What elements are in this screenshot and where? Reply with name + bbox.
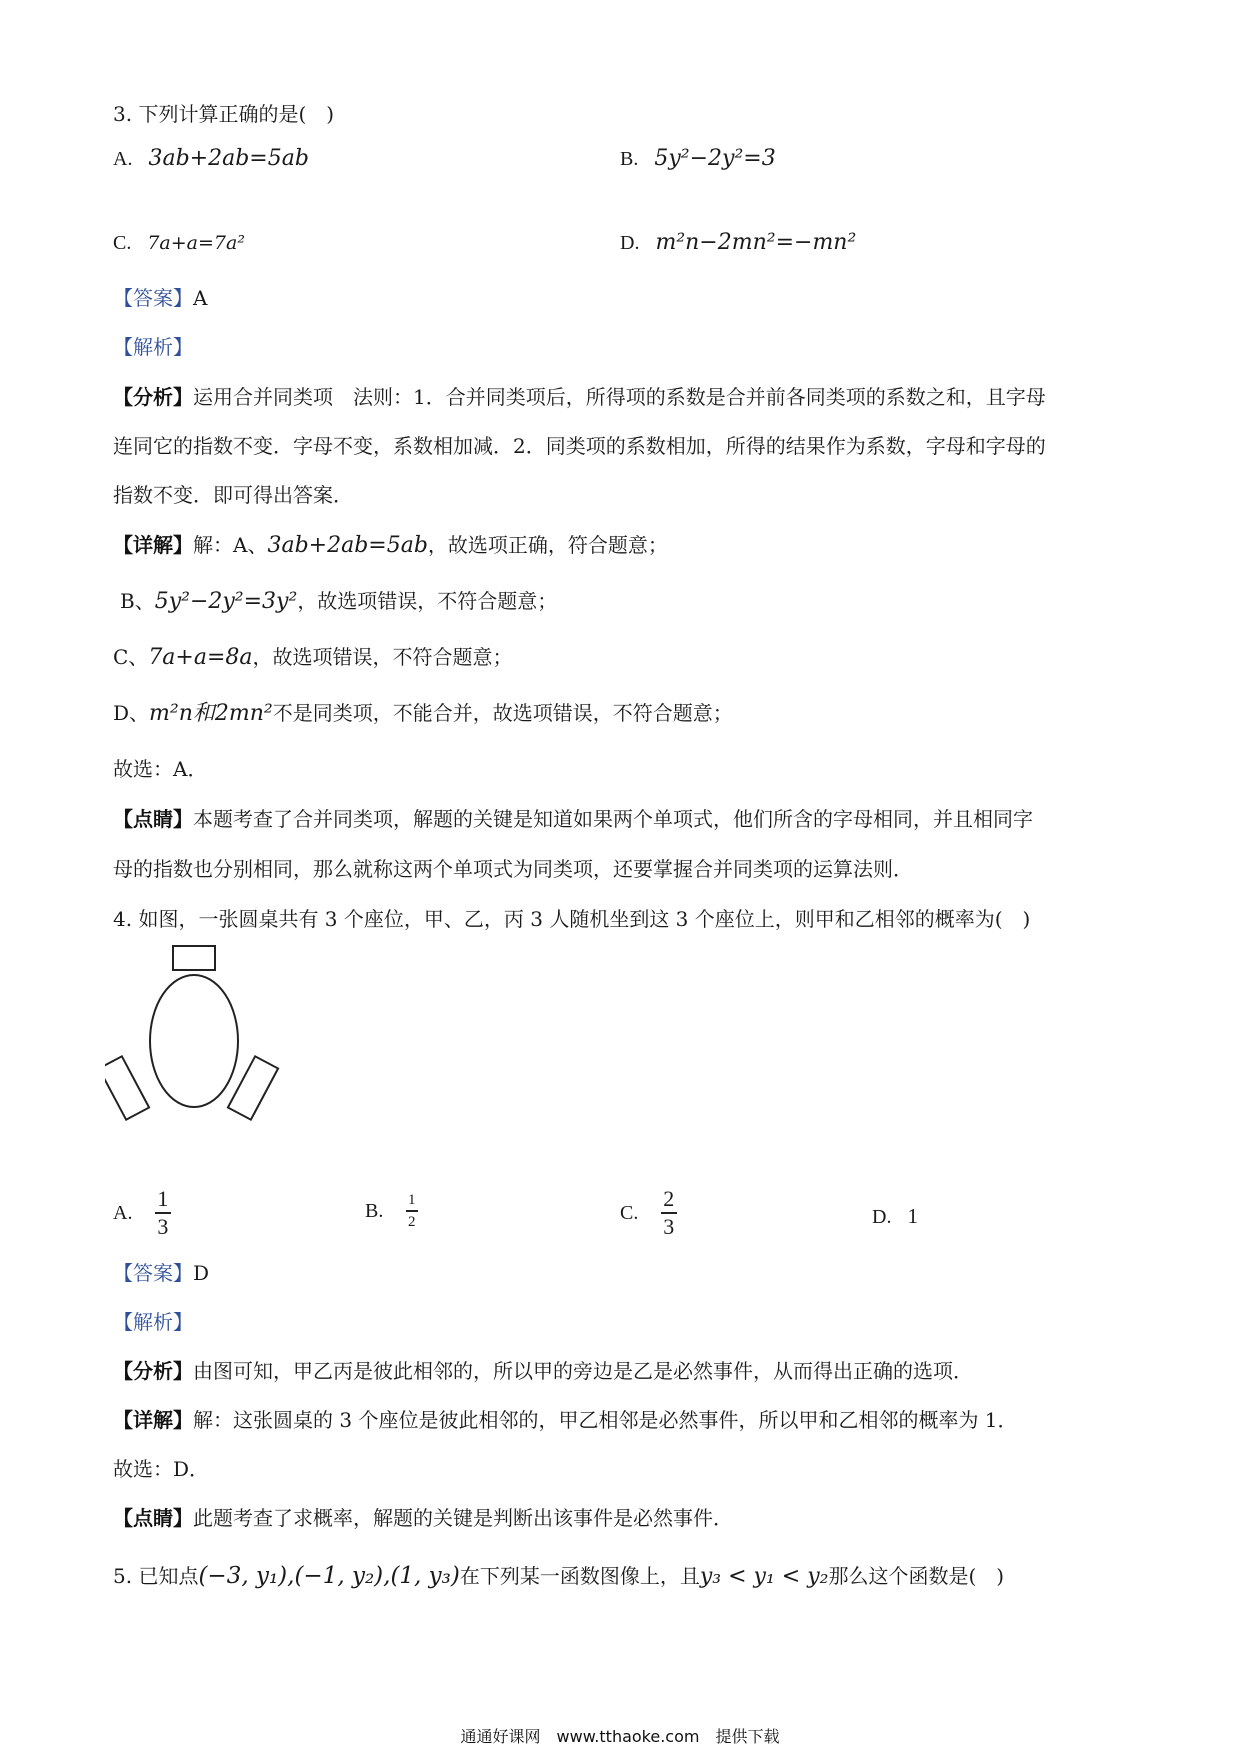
q4-analysis-heading: 【解析】: [113, 1310, 193, 1334]
q3-option-d: D. m²n−2mn²=−mn²: [620, 230, 857, 255]
table-ellipse: [150, 975, 238, 1107]
q4-dianjing: 【点睛】此题考查了求概率，解题的关键是判断出该事件是必然事件．: [113, 1506, 733, 1530]
q3-dianjing-line2: 母的指数也分别相同，那么就称这两个单项式为同类项，还要掌握合并同类项的运算法则．: [113, 857, 913, 881]
q3-dianjing-line1: 【点睛】本题考查了合并同类项，解题的关键是知道如果两个单项式，他们所含的字母相同，并且相同字: [113, 807, 1033, 831]
q3-xiangjie-line1: 【详解】解：A、3ab+2ab=5ab，故选项正确，符合题意；: [113, 533, 668, 558]
q4-xiangjie: 【详解】解：这张圆桌的 3 个座位是彼此相邻的，甲乙相邻是必然事件，所以甲和乙相邻的概率为 1．: [113, 1408, 1018, 1432]
q3-analysis-heading: 【解析】: [113, 335, 193, 359]
q3-xiangjie-line2: B、5y²−2y²=3y²，故选项错误，不符合题意；: [120, 589, 558, 614]
q3-xiangjie-line4: D、m²n和2mn²不是同类项，不能合并，故选项错误，不符合题意；: [113, 701, 733, 726]
q3-fenxi-line3: 指数不变．即可得出答案．: [113, 483, 353, 507]
q3-stem: 3. 下列计算正确的是( ): [113, 102, 335, 126]
q3-answer: 【答案】A: [113, 286, 208, 310]
q4-stem: 4. 如图，一张圆桌共有 3 个座位，甲、乙，丙 3 人随机坐到这 3 个座位上，则甲和乙相邻的概率为( ): [113, 907, 1031, 931]
q4-option-d: D. 1: [872, 1204, 918, 1228]
fraction-one-third: $\frac{1}{3}$: [155, 1188, 171, 1238]
q3-option-c: C. 7a+a=7a²: [113, 232, 245, 254]
q3-xiangjie-line3: C、7a+a=8a，故选项错误，不符合题意；: [113, 645, 513, 670]
q4-answer: 【答案】D: [113, 1261, 210, 1285]
page-footer: 通通好课网 www.tthaoke.com 提供下载: [460, 1727, 780, 1746]
round-table-figure: [105, 944, 285, 1144]
q5-stem: 5. 已知点(−3, y₁),(−1, y₂),(1, y₃)在下列某一函数图像上，且y₃ < y₁ < y₂那么这个函数是( ): [113, 1563, 1005, 1589]
q4-option-c: C. $\frac{2}{3}$: [620, 1188, 677, 1238]
q3-fenxi-line1: 【分析】运用合并同类项 法则：1．合并同类项后，所得项的系数是合并前各同类项的系数之和，且字母: [113, 385, 1046, 409]
q4-fenxi: 【分析】由图可知，甲乙丙是彼此相邻的，所以甲的旁边是乙是必然事件，从而得出正确的选项．: [113, 1359, 973, 1383]
q4-guxuan: 故选：D．: [113, 1457, 210, 1481]
fraction-one-half: $\frac{1}{2}$: [406, 1192, 418, 1230]
q3-option-a: A. 3ab+2ab=5ab: [113, 146, 309, 171]
fraction-two-thirds: $\frac{2}{3}$: [661, 1188, 677, 1238]
left-seat: [105, 1056, 149, 1119]
q4-option-b: B. $\frac{1}{2}$: [365, 1192, 418, 1230]
q3-option-b: B. 5y²−2y²=3: [620, 146, 776, 171]
q4-option-a: A. $\frac{1}{3}$: [113, 1188, 171, 1238]
top-seat: [173, 946, 215, 970]
q3-fenxi-line2: 连同它的指数不变．字母不变，系数相加减．2．同类项的系数相加，所得的结果作为系数，字母和字母的: [113, 434, 1046, 458]
q3-guxuan: 故选：A．: [113, 757, 208, 781]
